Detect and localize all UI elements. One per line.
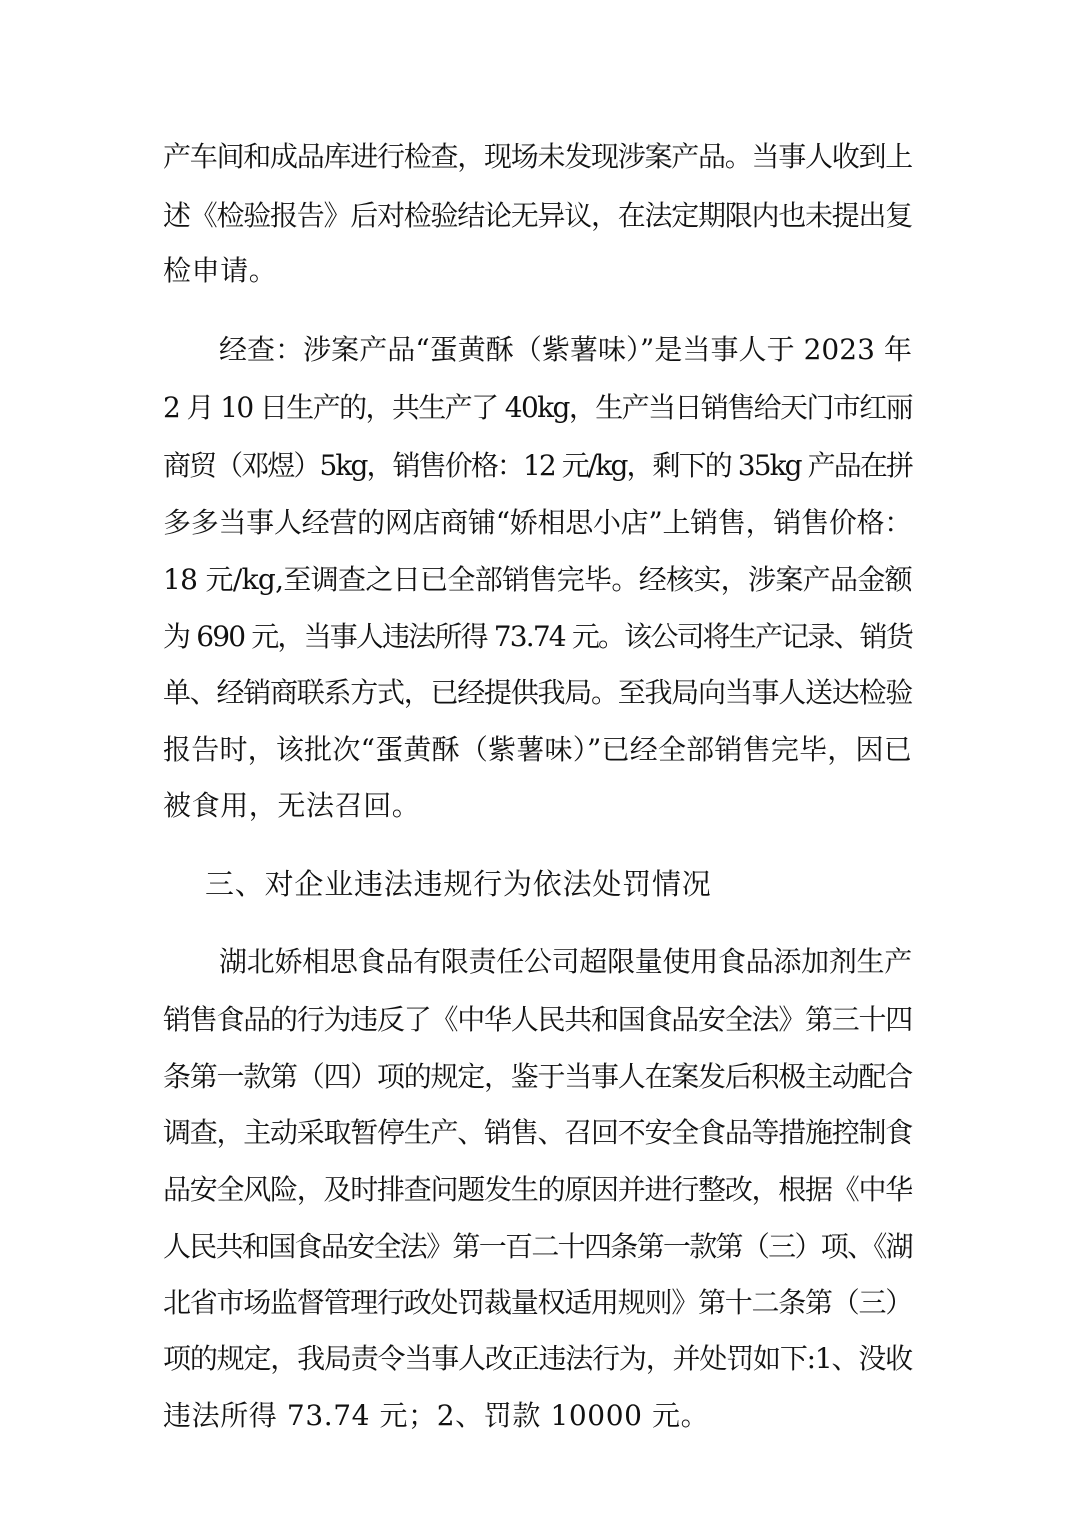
- paragraph-2-line-2: 2 月 10 日生产的，共生产了 40kg，生产当日销售给天门市红丽: [163, 391, 912, 424]
- paragraph-2-line-9: 被食用，无法召回。: [163, 789, 421, 822]
- paragraph-3-line-3: 条第一款第（四）项的规定，鉴于当事人在案发后积极主动配合: [163, 1060, 912, 1093]
- paragraph-3-line-4: 调查，主动采取暂停生产、销售、召回不安全食品等措施控制食: [163, 1116, 912, 1149]
- paragraph-3-line-7: 北省市场监督管理行政处罚裁量权适用规则》第十二条第（三）: [163, 1286, 912, 1319]
- paragraph-2-line-7: 单、经销商联系方式，已经提供我局。至我局向当事人送达检验: [163, 676, 912, 709]
- paragraph-3-line-6: 人民共和国食品安全法》第一百二十四条第一款第（三）项、《湖: [163, 1230, 912, 1263]
- paragraph-3-line-5: 品安全风险，及时排查问题发生的原因并进行整改，根据《中华: [163, 1173, 912, 1206]
- paragraph-3-line-8: 项的规定，我局责令当事人改正违法行为，并处罚如下:1、没收: [163, 1342, 912, 1375]
- paragraph-2-line-8: 报告时，该批次“蛋黄酥（紫薯味）”已经全部销售完毕，因已: [163, 733, 912, 766]
- paragraph-2-line-3: 商贸（邓煜）5kg，销售价格：12 元/kg，剩下的 35kg 产品在拼: [163, 449, 912, 482]
- paragraph-2-line-1: 经查：涉案产品“蛋黄酥（紫薯味）”是当事人于 2023 年: [219, 333, 912, 366]
- paragraph-1-line-2: 述《检验报告》后对检验结论无异议，在法定期限内也未提出复: [163, 199, 912, 232]
- paragraph-3-line-9: 违法所得 73.74 元；2、罚款 10000 元。: [163, 1399, 710, 1432]
- paragraph-1-line-3: 检申请。: [163, 254, 278, 287]
- section-heading: 三、对企业违法违规行为依法处罚情况: [205, 867, 712, 901]
- paragraph-2-line-5: 18 元/kg,至调查之日已全部销售完毕。经核实，涉案产品金额: [163, 563, 912, 596]
- paragraph-3-line-1: 湖北娇相思食品有限责任公司超限量使用食品添加剂生产: [219, 945, 912, 978]
- paragraph-2-line-6: 为 690 元，当事人违法所得 73.74 元。该公司将生产记录、销货: [163, 620, 912, 653]
- paragraph-1-line-1: 产车间和成品库进行检查，现场未发现涉案产品。当事人收到上: [163, 140, 912, 173]
- paragraph-2-line-4: 多多当事人经营的网店商铺“娇相思小店”上销售，销售价格：: [163, 506, 912, 539]
- paragraph-3-line-2: 销售食品的行为违反了《中华人民共和国食品安全法》第三十四: [163, 1003, 912, 1036]
